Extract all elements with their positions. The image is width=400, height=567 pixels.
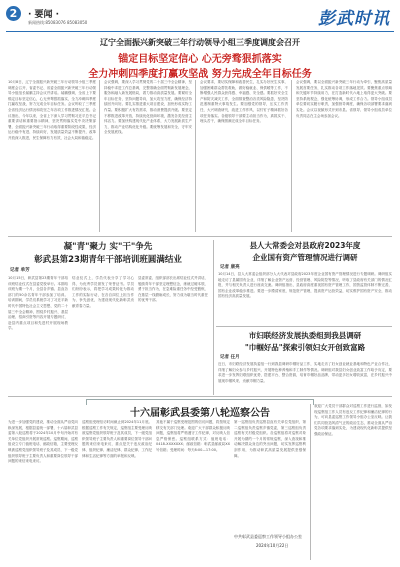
lead-column-4: 会议强调，要以全面振兴新突破三年行动为牵引，聚焦高质量发展首要任务，扎实推动各项工作落地见效。要聚焦重点领域和关键环节持续用力，在打造新时代六地上取得更大突破。要坚持系统观念，强化统筹协调，形成工作合力。领导小组成员单位要切实履行职责，加强督导调度，确保各项部署要求落到实处。会议以视频形式开到市县。省领导、领导小组成员单位负责同志在主会场参加会议。 [296,80,392,118]
lead-headline-1: 锚定目标坚定信心 心无旁骛狠抓落实 [118,54,282,65]
masthead-logo: 彭武时讯 [318,9,390,29]
column-divider [99,80,100,232]
announcement-column-2: 巡察组受理信访时间截止到2024年11月底。根据巡察工作有关规定，巡察组主要受理反映被巡察党组织领导班子及其成员，下一级党组织领导班子主要负责人和重要岗位领导干部问题的来信来电来访，重点是关于违反政治纪律、组织纪律、廉洁纪律、群众纪律、工作纪律和生活纪律等方面的举报和反映。 [82,420,152,458]
announcement-column-5: 欢迎广大党员干部群众对巡察工作进行监督，如发现巡察组工作人员有违反工作纪律和廉洁纪律的行为，可向县委巡察工作领导小组办公室反映。让我们共同营造风清气正的政治生态，推动全面从严治党各项要求落到实处，为建设现代化新彰武提供坚强政治保证。 [314,404,392,436]
youth-title-1: 凝"青"聚力 实"干"争先 [63,242,153,252]
assets-byline: 记者 康亮 [220,265,240,270]
youth-column-3: 县委常委、组织部部长出席结业仪式并讲话，勉励青年干部坚定理想信念，练就过硬本领，勇于担当作为，在急难险重任务中经受锻炼，在基层一线磨砺成长，努力成为堪当时代重任的优秀干部。 [138,276,208,303]
announcement-signature-date: 2024年10月22日 [256,543,289,548]
assets-title-1: 县人大常委会对县政府2023年度 [249,241,361,250]
header-meta: 新闻热线:85083076 85083050 [28,20,88,25]
announcement-signature-org: 中共彰武县委巡察工作领导小组办公室 [234,534,302,539]
column-divider [291,80,292,232]
lead-headline-2: 全力冲刺四季度打赢攻坚战 努力完成全年目标任务 [88,69,312,80]
exhibit-title-2: "巾帼好品"探索引领妇女开创致富路 [244,343,366,352]
lead-column-1: 10月8日，辽宁全面振兴新突破三年行动领导小组三季度调度会召开，省委书记、省委全面振兴新突破三年行动领导小组组长郝鹏主持会议并讲话。郝鹏强调，全省上下要锚定目标坚定信心，心无旁骛狠抓落实，全力冲刺四季度打赢攻坚战，努力完成全年目标任务。会议听取了三季度全省经济运行情况和攻坚之年各项工作推进情况汇报。会议指出，今年以来，全省上下深入学习贯彻习近平总书记重要讲话和重要指示精神，坚决贯彻落实党中央决策部署，全面振兴新突破三年行动取得重要阶段性成果，经济运行稳中有进、持续向好，发展质量效益不断提升，改革开放深入推进，民生保障有力有效，社会大局和谐稳定。 [8,80,96,140]
lead-kicker: 辽宁全面振兴新突破三年行动领导小组三季度调度会召开 [100,38,300,47]
lead-column-2: 会议强调，要深入学习贯彻党的二十届三中全会精神，坚持稳中求进工作总基调，完整准确全面贯彻新发展理念，服务和融入新发展格局，着力推动高质量发展。要紧盯全年目标任务，坚持问题导向，加大攻坚力度，确保经济持续回升向好。要扎实推进重大项目建设，加快形成实物工作量。要积极扩大有效需求，推动消费提质升级。要坚定不移推进改革开放，持续优化营商环境，激发各类经营主体活力。要加快构建现代化产业体系，大力发展新质生产力，推动产业结构优化升级。要统筹发展和安全，守牢安全发展底线。 [104,80,192,135]
youth-byline: 记者 单芳 [10,268,30,273]
announcement-title: 十六届彰武县委第八轮巡察公告 [130,408,270,419]
page-header [6,4,394,30]
youth-column-1: 10月15日，彰武县第23期青年干部培训班结业仪式在县委党校举行。本期培训班为期一个月，全县各乡镇、县直各部门的50余名青年干部参加了培训。培训期间，学员们系统学习了习近平新时代中国特色社会主义思想、党的二十届三中全会精神，围绕乡村振兴、基层治理、招商引资等内容开展专题研讨，赴县内重点项目和先进村开展现场教学。 [8,276,68,331]
column-divider [213,240,214,395]
section-label: · 要闻 · [28,10,60,20]
lead-column-3: 会议要求，要切实保障和改善民生，扎实办好民生实事，加强困难群众帮扶救助，做好稳就业、保供暖等工作，不断增强人民群众获得感、幸福感、安全感。要抓好安全生产和防灾减灾工作，全面排查整治各类风险隐患，坚决防范遏制重特大事故发生。要加强党的领导，压实工作责任，大兴调查研究，改进工作作风，以钉钉子精神抓好各项任务落实。各级领导干部要主动担当作为，真抓实干、埋头苦干，确保圆满完成全年目标任务。 [200,80,288,124]
announcement-column-1: 为进一步加强党的建设，推动全面从严治党向纵深发展，根据县委统一部署，十六届彰武县委第八轮巡察将于2024年10月中旬开始对有关单位党组织开展常规巡察。巡察期间，巡察组设立专门值班电话、邮政信箱，主要受理反映被巡察党组织领导班子及其成员、下一级党组织领导班子主要负责人和重要岗位领导干部问题的来信来电来访。 [8,420,78,464]
exhibit-body: 近日，市妇联经济发展执委组一行到我县调研巾帼好品工作，实地走访了妇女创业就业基地和特色产业合作社，详细了解妇女参与乡村振兴、开展特色种养殖和手工制作等情况。调研组对我县妇女创业致富工作给予肯定，要求进一步发挥妇联组织优势，搭建平台、整合资源，培育巾帼好品品牌，带动更多妇女增收致富，在乡村振兴中展现巾帼风采、贡献巾帼力量。 [218,362,392,383]
exhibit-byline: 记者 任月 [220,355,240,360]
assets-body: 10月14日，县人大常委会组织部分人大代表对县政府2023年度企业国有资产管理情况进行专题调研。调研组实地走访了县属国有企业，详细了解企业资产运营、经营管理、风险防控等情况，听取了县政府有关部门的情况汇报，并与相关负责人进行座谈交流。调研组指出，县政府高度重视国有资产管理工作，国资监管体制不断完善，国有企业改革稳步推进。要进一步摸清家底，规范资产管理，提高资产运营效益，切实维护国有资产安全，推动国有经济高质量发展。 [218,272,392,299]
section-divider [8,236,392,237]
announcement-column-4: 第一巡察组负责巡察县直有关单位党组织，第二巡察组负责巡察乡镇党委，第三巡察组负责巡察有关村级党组织。各巡察组将对巡察对象开展为期约一个月的常规巡察，深入查找和推动解决群众身边的突出问题，切实发挥巡察利剑作用，为推动彰武高质量发展提供坚强保障。 [234,420,306,458]
column-divider [195,80,196,232]
youth-title-2: 彰武县第23期青年干部培训班圆满结业 [34,255,182,265]
announcement-column-3: 其他不属于巡察受理范围的信访问题，将按规定移交有关部门处理。欢迎广大干部群众积极反映问题，巡察组将严格遵守工作纪律，对反映人信息严格保密。巡察组联系方式：值班电话：0418-XXXXXXX；邮政信箱：彰武县邮政局XX号信箱；受理时间：每天8:00—17:00。 [156,420,230,452]
section-divider [216,326,392,327]
exhibit-title-1: 市妇联经济发展执委组到我县调研 [248,331,362,340]
header-rule [6,31,394,32]
page-number-badge: 2 [6,6,21,21]
youth-column-2: 结业仪式上，学员代表分享了学习心得，为优秀学员颁发了荣誉证书。学员们纷纷表示，将把学习成果转化为推动工作的实际行动，在各自岗位上担当作为、争先创优，为建设现代化新彰武贡献青春力量。 [72,276,134,308]
column-divider [310,404,311,560]
section-divider [8,396,392,397]
assets-title-2: 企业国有资产管理情况进行调研 [252,253,358,262]
